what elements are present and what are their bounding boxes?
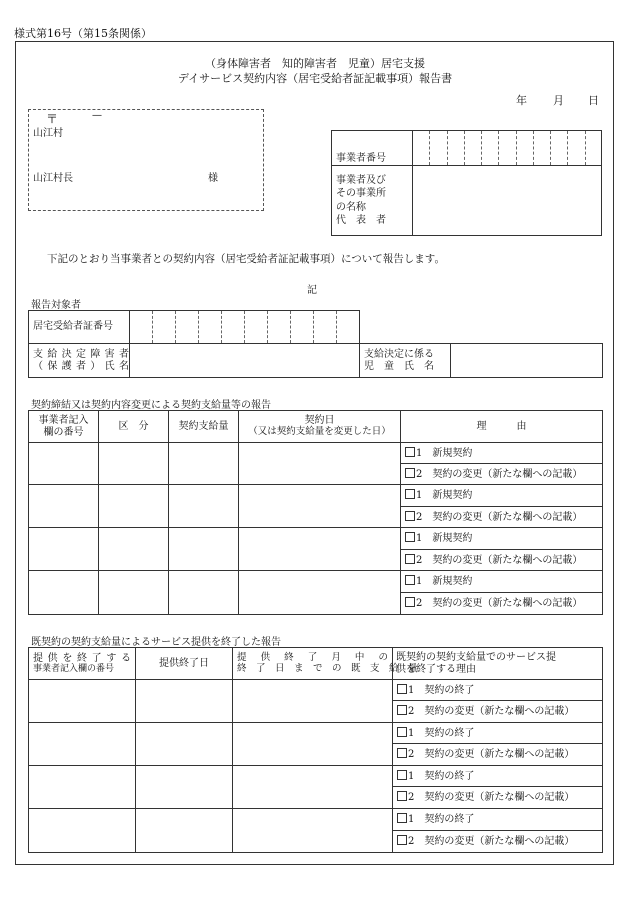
person-label-line: 支給決定障害者 bbox=[33, 349, 129, 360]
cert-table bbox=[28, 310, 360, 344]
provider-name-field[interactable] bbox=[412, 166, 601, 236]
title-line2: デイサービス契約内容（居宅受給者証記載事項）報告書 bbox=[177, 72, 453, 85]
header-end-date: 提供終了日 bbox=[136, 648, 233, 680]
provider-table bbox=[331, 130, 602, 236]
termination-table bbox=[28, 647, 603, 853]
header-used-amount bbox=[233, 648, 418, 680]
section2-heading: 既契約の契約支給量によるサービス提供を終了した報告 bbox=[31, 637, 281, 648]
cert-number-digit[interactable] bbox=[130, 311, 153, 344]
end-date-cell[interactable] bbox=[136, 766, 233, 809]
contract-date-cell[interactable] bbox=[239, 528, 401, 571]
postal-dash: — bbox=[92, 110, 102, 121]
address-box bbox=[28, 109, 264, 211]
checkbox-icon[interactable] bbox=[405, 554, 415, 564]
end-reason-option-label: 1 契約の終了 bbox=[408, 814, 475, 826]
end-date-cell[interactable] bbox=[136, 680, 233, 723]
cert-number-label: 居宅受給者証番号 bbox=[29, 311, 130, 344]
amount-cell[interactable] bbox=[169, 485, 239, 528]
cert-number-digit[interactable] bbox=[153, 311, 176, 344]
provider-number-digit[interactable] bbox=[568, 131, 586, 166]
provider-number-digit[interactable] bbox=[465, 131, 481, 166]
end-reason-option[interactable] bbox=[393, 701, 603, 723]
cert-number-digit[interactable] bbox=[199, 311, 222, 344]
reason-option[interactable] bbox=[401, 507, 603, 528]
end-reason-option[interactable] bbox=[393, 744, 603, 766]
checkbox-icon[interactable] bbox=[397, 791, 407, 801]
reason-option[interactable] bbox=[401, 593, 603, 615]
end-reason-option[interactable] bbox=[393, 723, 603, 744]
reason-option-label: 1 新規契約 bbox=[416, 490, 473, 502]
checkbox-icon[interactable] bbox=[397, 684, 407, 694]
provider-number-digit[interactable] bbox=[550, 131, 568, 166]
category-cell[interactable] bbox=[99, 443, 169, 485]
person-label bbox=[29, 344, 130, 378]
child-label-line: 支給決定に係る bbox=[364, 349, 434, 360]
category-cell[interactable] bbox=[99, 485, 169, 528]
reason-option-label: 2 契約の変更（新たな欄への記載） bbox=[416, 468, 583, 480]
header-used-amount-line: 終 了 日 ま で の 既 支 給 量 bbox=[237, 662, 418, 674]
end-reason-option-label: 2 契約の変更（新たな欄への記載） bbox=[408, 836, 575, 848]
end-date-cell[interactable] bbox=[136, 809, 233, 853]
end-reason-option[interactable] bbox=[393, 809, 603, 831]
header-contract-date-line: 契約日 bbox=[304, 415, 335, 427]
cert-number-digit[interactable] bbox=[245, 311, 268, 344]
entry-no-cell[interactable] bbox=[29, 485, 99, 528]
contract-table bbox=[28, 410, 603, 615]
person-table bbox=[28, 343, 603, 378]
date-month: 月 bbox=[553, 94, 564, 107]
header-contract-date-line: （又は契約支給量を変更した日） bbox=[248, 425, 391, 437]
person-name-field[interactable] bbox=[130, 344, 360, 378]
cert-number-digit[interactable] bbox=[291, 311, 314, 344]
contract-date-cell[interactable] bbox=[239, 443, 401, 485]
cert-number-digit[interactable] bbox=[268, 311, 291, 344]
provider-rep-label: 代 表 者 bbox=[336, 215, 386, 226]
reason-option-label: 1 新規契約 bbox=[416, 533, 473, 545]
checkbox-icon[interactable] bbox=[405, 532, 415, 542]
header-end-reason-line: 供を終了する理由 bbox=[396, 663, 476, 675]
child-name-field[interactable] bbox=[451, 344, 603, 378]
used-amount-cell[interactable] bbox=[233, 766, 393, 809]
contract-date-cell[interactable] bbox=[239, 485, 401, 528]
child-label-line: 児 童 氏 名 bbox=[364, 360, 434, 372]
checkbox-icon[interactable] bbox=[405, 447, 415, 457]
header-end-reason-line: 既契約の契約支給量でのサービス提 bbox=[396, 652, 556, 663]
header-end-entry-no-line: 事業者記入欄の番号 bbox=[33, 664, 115, 675]
end-reason-option[interactable] bbox=[393, 680, 603, 701]
section1-heading: 契約締結又は契約内容変更による契約支給量等の報告 bbox=[31, 400, 271, 411]
child-label bbox=[360, 344, 451, 378]
header-end-entry-no-line: 提供を終了する bbox=[33, 652, 131, 664]
used-amount-cell[interactable] bbox=[233, 680, 393, 723]
end-entry-no-cell[interactable] bbox=[29, 723, 136, 766]
contract-date-cell[interactable] bbox=[239, 571, 401, 615]
cert-number-digit[interactable] bbox=[222, 311, 245, 344]
checkbox-icon[interactable] bbox=[405, 511, 415, 521]
header-reason: 理 由 bbox=[401, 411, 603, 443]
intro-text: 下記のとおり当事業者との契約内容（居宅受給者証記載事項）について報告します。 bbox=[47, 253, 445, 265]
amount-cell[interactable] bbox=[169, 571, 239, 615]
cert-number-digit[interactable] bbox=[176, 311, 199, 344]
end-entry-no-cell[interactable] bbox=[29, 766, 136, 809]
checkbox-icon[interactable] bbox=[397, 727, 407, 737]
header-contract-date bbox=[239, 411, 401, 443]
end-entry-no-cell[interactable] bbox=[29, 680, 136, 723]
title-line1: （身体障害者 知的障害者 児童）居宅支援 bbox=[205, 57, 425, 70]
header-end-entry-no bbox=[29, 648, 136, 680]
provider-number-digit[interactable] bbox=[499, 131, 517, 166]
reason-option-label: 2 契約の変更（新たな欄への記載） bbox=[416, 511, 583, 523]
reason-option[interactable] bbox=[401, 571, 603, 593]
amount-cell[interactable] bbox=[169, 443, 239, 485]
ki-label: 記 bbox=[307, 285, 317, 296]
reason-option-label: 1 新規契約 bbox=[416, 576, 473, 588]
provider-name-label-line: その事業所 bbox=[336, 188, 386, 199]
end-reason-option-label: 2 契約の変更（新たな欄への記載） bbox=[408, 706, 575, 718]
target-heading: 報告対象者 bbox=[31, 300, 81, 311]
checkbox-icon[interactable] bbox=[405, 575, 415, 585]
provider-number-digit[interactable] bbox=[412, 131, 430, 166]
end-date-cell[interactable] bbox=[136, 723, 233, 766]
reason-option-label: 2 契約の変更（新たな欄への記載） bbox=[416, 598, 583, 610]
end-reason-option-label: 1 契約の終了 bbox=[408, 727, 475, 739]
reason-option[interactable] bbox=[401, 528, 603, 550]
provider-name-label-line: の名称 bbox=[336, 201, 366, 213]
used-amount-cell[interactable] bbox=[233, 723, 393, 766]
form-id: 様式第16号（第15条関係） bbox=[14, 27, 152, 40]
provider-number-digit[interactable] bbox=[447, 131, 465, 166]
end-reason-option[interactable] bbox=[393, 831, 603, 853]
end-reason-option[interactable] bbox=[393, 787, 603, 809]
checkbox-icon[interactable] bbox=[405, 489, 415, 499]
date-day: 日 bbox=[588, 94, 599, 107]
header-entry-no-line: 事業者記入 bbox=[38, 415, 89, 426]
provider-number-digit[interactable] bbox=[516, 131, 534, 166]
header-used-amount-line: 提 供 終 了 月 中 の bbox=[237, 651, 388, 663]
checkbox-icon[interactable] bbox=[397, 748, 407, 758]
entry-no-cell[interactable] bbox=[29, 528, 99, 571]
entry-no-cell[interactable] bbox=[29, 443, 99, 485]
reason-option-label: 1 新規契約 bbox=[416, 447, 473, 459]
end-reason-option-label: 1 契約の終了 bbox=[408, 684, 475, 696]
header-amount: 契約支給量 bbox=[169, 411, 239, 443]
reason-option[interactable] bbox=[401, 443, 603, 464]
amount-cell[interactable] bbox=[169, 528, 239, 571]
checkbox-icon[interactable] bbox=[397, 705, 407, 715]
end-reason-option-label: 1 契約の終了 bbox=[408, 770, 475, 782]
end-reason-option-label: 2 契約の変更（新たな欄への記載） bbox=[408, 792, 575, 804]
date-year: 年 bbox=[516, 94, 527, 107]
checkbox-icon[interactable] bbox=[397, 770, 407, 780]
provider-number-digit[interactable] bbox=[585, 131, 601, 166]
end-reason-option-label: 2 契約の変更（新たな欄への記載） bbox=[408, 749, 575, 761]
entry-no-cell[interactable] bbox=[29, 571, 99, 615]
reason-option[interactable] bbox=[401, 464, 603, 485]
person-label-line: （保護者）氏名 bbox=[33, 360, 129, 372]
checkbox-icon[interactable] bbox=[397, 835, 407, 845]
checkbox-icon[interactable] bbox=[397, 813, 407, 823]
address-village: 山江村 bbox=[33, 128, 63, 139]
header-category: 区 分 bbox=[99, 411, 169, 443]
provider-number-label: 事業者番号 bbox=[332, 131, 413, 166]
category-cell[interactable] bbox=[99, 571, 169, 615]
provider-name-label bbox=[332, 166, 413, 236]
checkbox-icon[interactable] bbox=[405, 597, 415, 607]
provider-number-digit[interactable] bbox=[430, 131, 448, 166]
cert-number-digit[interactable] bbox=[314, 311, 337, 344]
header-end-reason bbox=[393, 648, 603, 680]
cert-number-digit[interactable] bbox=[337, 311, 360, 344]
reason-option-label: 2 契約の変更（新たな欄への記載） bbox=[416, 554, 583, 566]
used-amount-cell[interactable] bbox=[233, 809, 393, 853]
provider-name-label-line: 事業者及び bbox=[336, 174, 386, 186]
reason-option[interactable] bbox=[401, 550, 603, 571]
header-entry-no bbox=[29, 411, 99, 443]
end-entry-no-cell[interactable] bbox=[29, 809, 136, 853]
end-reason-option[interactable] bbox=[393, 766, 603, 787]
reason-option[interactable] bbox=[401, 485, 603, 507]
recipient-honorific: 様 bbox=[208, 173, 218, 184]
postal-mark: 〒 bbox=[46, 112, 59, 126]
provider-number-digit[interactable] bbox=[534, 131, 550, 166]
checkbox-icon[interactable] bbox=[405, 468, 415, 478]
provider-number-digit[interactable] bbox=[481, 131, 499, 166]
category-cell[interactable] bbox=[99, 528, 169, 571]
header-entry-no-line: 欄の番号 bbox=[43, 426, 84, 438]
recipient-name: 山江村長 bbox=[33, 173, 73, 184]
